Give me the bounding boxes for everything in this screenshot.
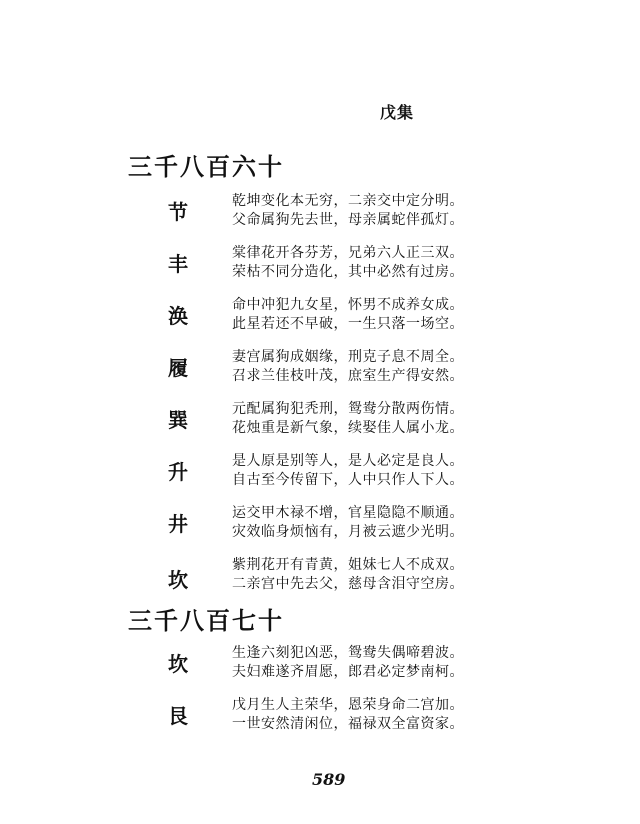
hexagram-name: 节 xyxy=(168,200,188,224)
hexagram-name: 井 xyxy=(168,512,188,536)
verse-line: 此星若还不早破，一生只落一场空。 xyxy=(232,316,464,332)
verse-line: 一世安然清闲位，福禄双全富资家。 xyxy=(232,716,464,732)
verse-line: 元配属狗犯秃刑，鸳鸯分散两伤情。 xyxy=(232,401,464,417)
hexagram-name: 坎 xyxy=(168,652,188,676)
verse-line: 花烛重是新气象，续娶佳人属小龙。 xyxy=(232,420,464,436)
running-head: 戊集 xyxy=(380,103,415,122)
verse-line: 生逢六刻犯凶恶，鸳鸯失偶啼碧波。 xyxy=(232,645,464,661)
verse-line: 乾坤变化本无穷，二亲交中定分明。 xyxy=(232,193,464,209)
verse-line: 夫妇难遂齐眉愿，郎君必定梦南柯。 xyxy=(232,664,464,680)
verse xyxy=(232,400,464,438)
verse xyxy=(232,348,464,386)
section-title: 三千八百七十 xyxy=(128,606,284,635)
verse xyxy=(232,452,464,490)
hexagram-name: 升 xyxy=(168,460,188,484)
verse-line: 二亲宫中先去父，慈母含泪守空房。 xyxy=(232,576,464,592)
verse-entry xyxy=(128,348,508,390)
verse-line: 荣枯不同分造化，其中必然有过房。 xyxy=(232,264,464,280)
verse-entry xyxy=(128,504,508,546)
page-number: 589 xyxy=(312,770,346,789)
verse-line: 是人原是别等人，是人必定是良人。 xyxy=(232,453,464,469)
verse-line: 灾效临身烦恼有，月被云遮少光明。 xyxy=(232,524,464,540)
section-heading xyxy=(128,606,284,636)
verse-line: 棠律花开各芬芳，兄弟六人正三双。 xyxy=(232,245,464,261)
verse xyxy=(232,504,464,542)
verse-line: 妻宫属狗成姻缘，刑克子息不周全。 xyxy=(232,349,464,365)
verse-line: 命中冲犯九女星，怀男不成养女成。 xyxy=(232,297,464,313)
verse-entry xyxy=(128,452,508,494)
verse-entry xyxy=(128,696,508,738)
verse xyxy=(232,696,464,734)
verse-line: 运交甲木禄不增，官星隐隐不顺通。 xyxy=(232,505,464,521)
verse-entry xyxy=(128,556,508,598)
verse-entry xyxy=(128,244,508,286)
hexagram-name: 巽 xyxy=(168,408,188,432)
verse-entry xyxy=(128,192,508,234)
verse xyxy=(232,556,464,594)
verse xyxy=(232,244,464,282)
hexagram-name: 艮 xyxy=(168,704,188,728)
section-heading xyxy=(128,152,284,182)
verse-entry xyxy=(128,644,508,686)
section-title: 三千八百六十 xyxy=(128,152,284,181)
verse-line: 戊月生人主荣华，恩荣身命二宫加。 xyxy=(232,697,464,713)
verse-entry xyxy=(128,296,508,338)
verse-entry xyxy=(128,400,508,442)
verse-line: 紫荆花开有青黄，姐妹七人不成双。 xyxy=(232,557,464,573)
hexagram-name: 坎 xyxy=(168,568,188,592)
verse-line: 父命属狗先去世，母亲属蛇伴孤灯。 xyxy=(232,212,464,228)
hexagram-name: 涣 xyxy=(168,304,188,328)
verse xyxy=(232,296,464,334)
hexagram-name: 丰 xyxy=(168,252,188,276)
verse xyxy=(232,644,464,682)
verse-line: 召求兰佳枝叶茂，庶室生产得安然。 xyxy=(232,368,464,384)
verse xyxy=(232,192,464,230)
verse-line: 自古至今传留下，人中只作人下人。 xyxy=(232,472,464,488)
hexagram-name: 履 xyxy=(168,356,188,380)
